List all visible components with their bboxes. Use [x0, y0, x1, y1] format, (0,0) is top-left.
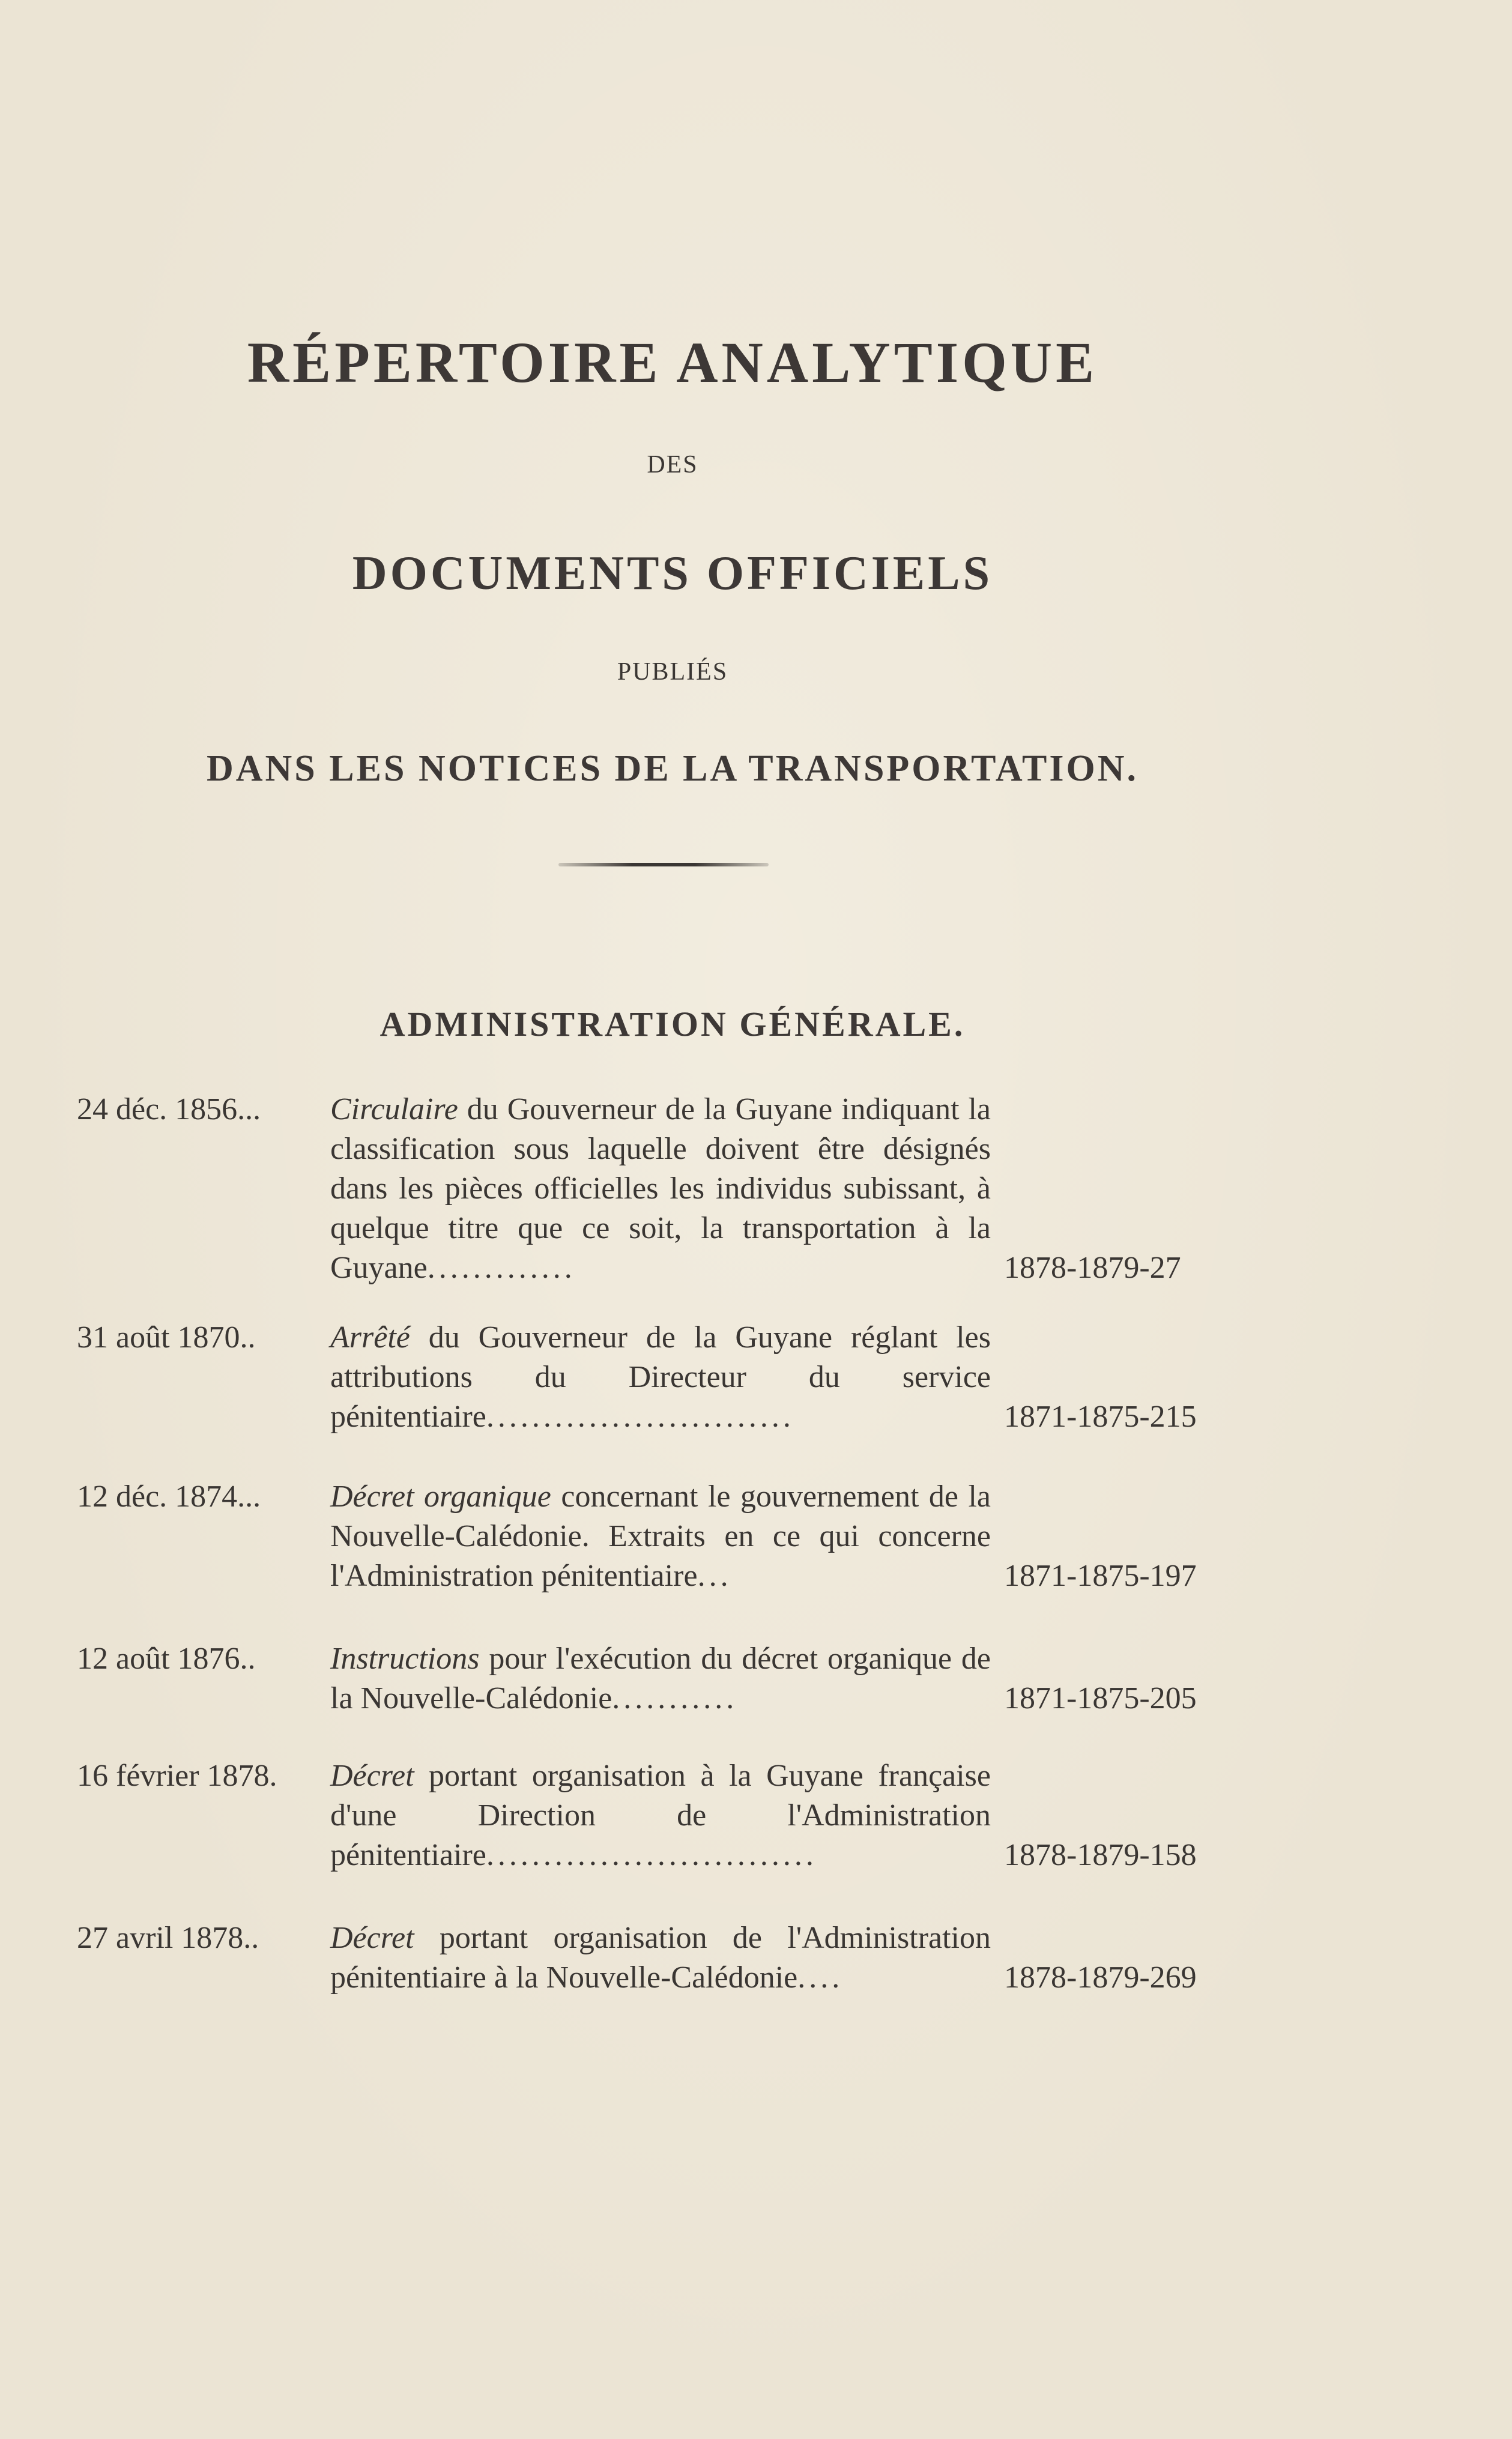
entry-text: du Gouverneur de la Guyane indiquant la classification sous laquelle doivent être désignés dans les pièces officielles les individus subissant, à quelque titre que ce soit, la transportation à la Guyane — [330, 1092, 991, 1285]
entry-dots: .... — [797, 1960, 844, 1995]
entry-kind: Décret — [330, 1759, 414, 1793]
entry-text: portant organisation de l'Administration pénitentiaire à la Nouvelle-Calédonie — [330, 1921, 991, 1995]
entry-date: 12 déc. 1874... — [77, 1479, 261, 1514]
title-connector-publies: PUBLIÉS — [617, 658, 728, 686]
entry-description — [330, 1639, 991, 1718]
page-subtitle-notices: DANS LES NOTICES DE LA TRANSPORTATION. — [206, 748, 1139, 789]
entry-kind: Décret — [330, 1921, 414, 1955]
entry-date: 16 février 1878. — [77, 1759, 277, 1793]
entry-date: 27 avril 1878.. — [77, 1921, 259, 1955]
entry-reference: 1871-1875-205 — [1004, 1681, 1197, 1715]
entry-dots: ............. — [427, 1251, 576, 1285]
page-title: RÉPERTOIRE ANALYTIQUE — [247, 330, 1098, 394]
entry-date: 31 août 1870.. — [77, 1320, 256, 1355]
entry-reference: 1871-1875-215 — [1004, 1400, 1197, 1434]
entry-kind: Arrêté — [330, 1320, 410, 1355]
entry-kind: Décret organique — [330, 1479, 551, 1514]
entry-kind: Instructions — [330, 1642, 480, 1676]
entry-description — [330, 1318, 991, 1437]
entry-date: 12 août 1876.. — [77, 1642, 256, 1676]
entry-reference: 1878-1879-269 — [1004, 1960, 1197, 1995]
entry-text: pour l'exécution du décret organique de la Nouvelle-Calédonie — [330, 1642, 991, 1715]
entry-description — [330, 1918, 991, 1998]
entry-date: 24 déc. 1856... — [77, 1092, 261, 1126]
entry-kind: Circulaire — [330, 1092, 458, 1126]
page-subtitle: DOCUMENTS OFFICIELS — [352, 547, 993, 600]
entry-dots: ... — [697, 1559, 732, 1593]
title-connector-des: DES — [647, 451, 698, 479]
entry-text: concernant le gouvernement de la Nouvelle-Calédonie. Extraits en ce qui concerne l'Administration pénitentiaire — [330, 1479, 991, 1593]
entry-dots: ............................. — [486, 1838, 817, 1872]
section-heading: ADMINISTRATION GÉNÉRALE. — [380, 1005, 966, 1044]
entry-dots: ........... — [612, 1681, 738, 1715]
entry-text: portant organisation à la Guyane française d'une Direction de l'Administration pénitentiaire — [330, 1759, 991, 1872]
entry-description — [330, 1756, 991, 1875]
entry-reference: 1878-1879-158 — [1004, 1838, 1197, 1872]
entry-reference: 1878-1879-27 — [1004, 1251, 1181, 1285]
entry-description — [330, 1090, 991, 1288]
entry-text: du Gouverneur de la Guyane réglant les attributions du Directeur du service pénitentiaire — [330, 1320, 991, 1434]
entry-reference: 1871-1875-197 — [1004, 1559, 1197, 1593]
entry-description — [330, 1477, 991, 1596]
entry-dots: ........................... — [486, 1400, 794, 1434]
